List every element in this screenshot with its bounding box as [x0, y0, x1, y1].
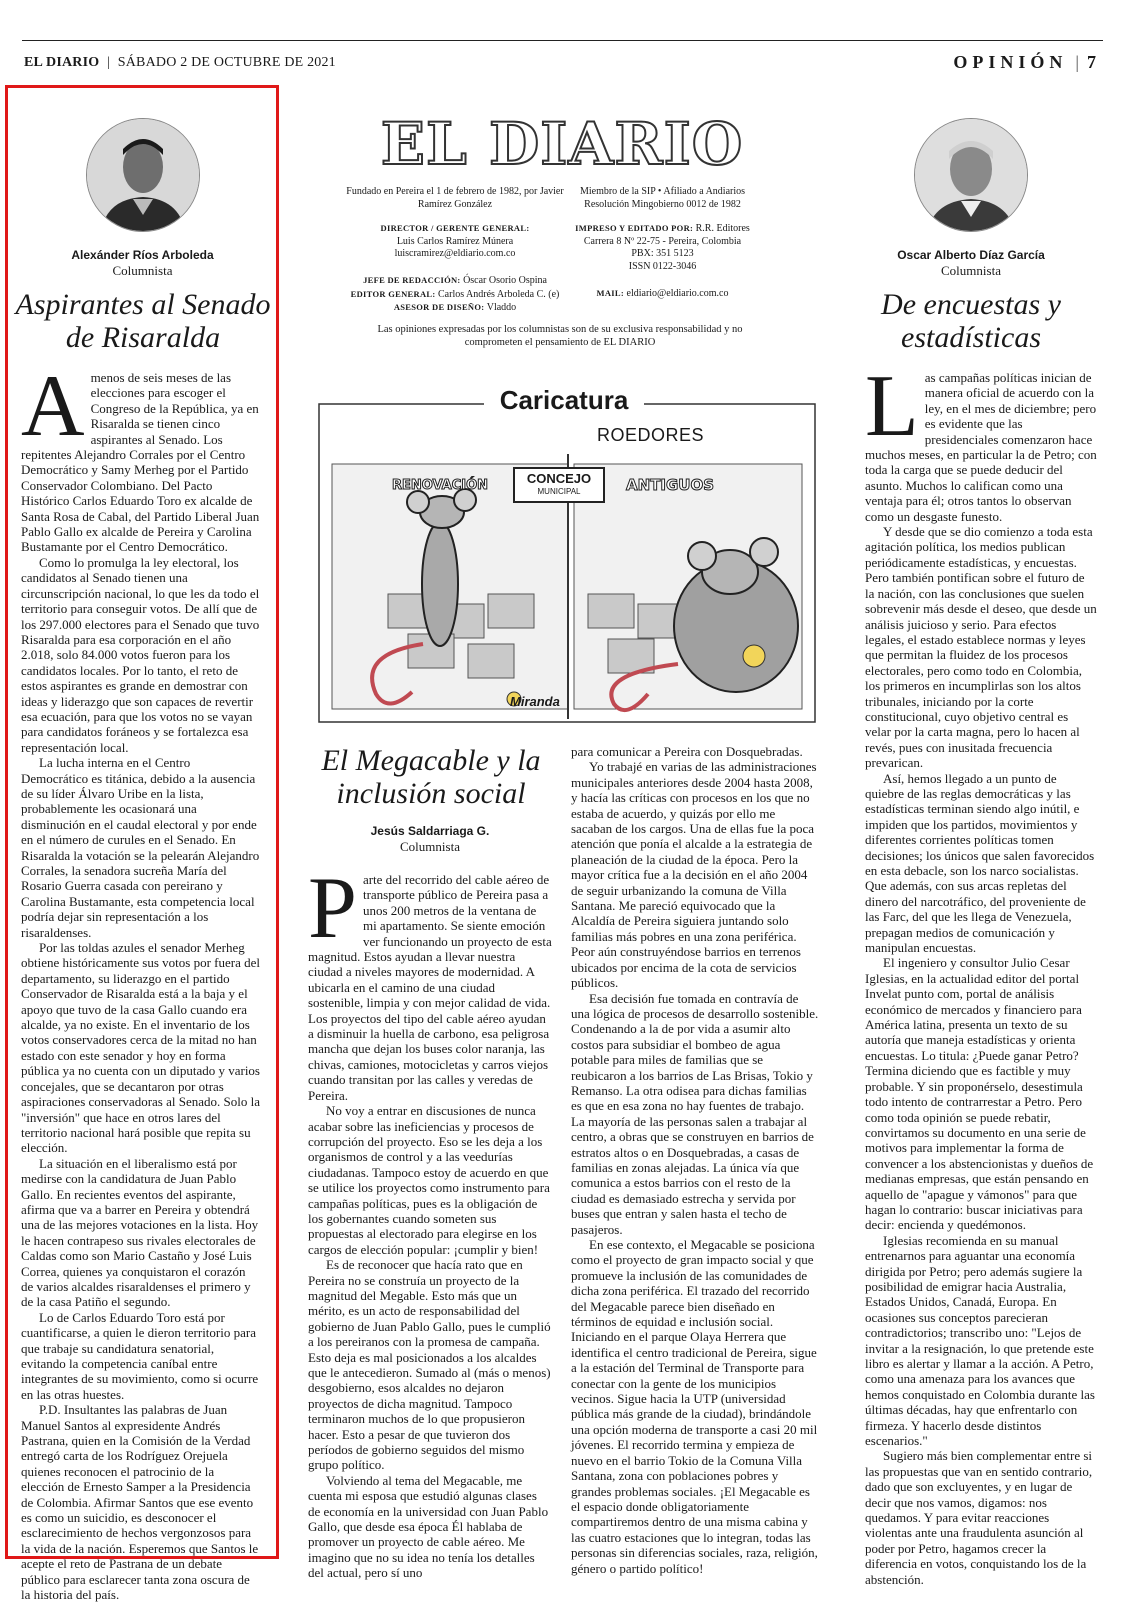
asesor-label: ASESOR DE DISEÑO: [393, 302, 485, 312]
headline-right: De encuestas y estadísticas [881, 288, 1061, 354]
masthead-founded: Fundado en Pereira el 1 de febrero de 1982, por Javier Ramírez González [346, 186, 564, 210]
mail-label: MAIL: [596, 288, 625, 298]
paragraph: Como lo promulga la ley electoral, los candidatos al Senado tienen una circunscripción nacional, lo que les da todo el territorio para conseguir votos. De allí que de los 297.000 electores para el Senado que tuvo Risaralda para esa corporación en el año 2.018, solo 84.000 votos fueron para los candidatos locales. Por lo tanto, el reto de estos aspirantes es grande en demostrar con ideas y liderazgo que son capaces de revertir esa ecuación, para que los votos no se vayan para candidatos foráneos y se fortalezca esa representación local. [21, 554, 260, 755]
article-body-center-col1 [308, 860, 552, 1581]
paragraph: No voy a entrar en discusiones de nunca acabar sobre las ineficiencias y procesos de corrupción del proyecto. Eso se les deja a los organismos de control y a las veedurías ciudadanas. Tampoco estoy de acuerdo en que se utilice los proyectos como instrumento para campañas políticas, pues es la obligación de los gobernantes cuando someten sus propuestas al electorado para elegirse en los cargos de elección popular: ¡cumplir y bien! [308, 1103, 550, 1257]
masthead-logo: EL DIARIO [380, 110, 744, 178]
masthead-disclaimer: Las opiniones expresadas por los columnistas son de su exclusiva responsabilidad y no comprometen el pensamiento de EL DIARIO [377, 324, 743, 348]
cartoon-section-label: Caricatura [484, 385, 644, 416]
article-body-right [865, 358, 1097, 1587]
article-body-left [21, 358, 260, 1603]
headline-left: Aspirantes al Senado de Risaralda [15, 288, 271, 354]
folio-right [953, 52, 1101, 73]
author-name-left: Alexánder Ríos Arboleda [71, 248, 214, 262]
jefe-name: Óscar Osorio Ospina [463, 275, 547, 286]
author-photo-left [86, 118, 200, 232]
dropcap-left: A [21, 358, 85, 455]
paragraph: Es de reconocer que hacía rato que en Pereira no se construía un proyecto de la magnitud del Megable. Esto más que un mérito, es un acto de responsabilidad del gobierno de Juan Pablo Gallo, pues le cumplió a los pereiranos con la promesa de campaña. Esto deja es mal posicionados a los alcaldes que le antecedieron. Sumado al (más o menos) desgobierno, esos alcaldes no dejaron proyectos de dicha magnitud. Tampoco terminaron muchos de lo que propusieron hacer. Esto a pesar de que tuvieron dos períodos de gobierno seguidos del mismo grupo político. [308, 1257, 551, 1473]
masthead-director-block [345, 222, 565, 261]
paragraph: arte del recorrido del cable aéreo de transporte público de Pereira pasa a unos 200 metros de la ventana de mi apartamento. Se siente emoción ver funcionando un proyecto de esta magnitud. Estos ayudan a llevar nuestra ciudad a niveles mayores de modernidad. A ubicarla en el camino de una ciudad sostenible, limpia y con mejor calidad de vida. Los proyectos del tipo del cable aéreo ayudan a disminuir la huella de carbono, esa peligrosa mancha que dejan los buses color naranja, las chivas, camiones, motocicletas y carros viejos cuando transitan por las calles y veredas de Pereira. [308, 872, 552, 1103]
top-rule [22, 40, 1103, 41]
cartoon-sign [514, 472, 604, 498]
author-role-right: Columnista [941, 263, 1001, 278]
author-role-center: Columnista [400, 839, 460, 854]
director-name: Luis Carlos Ramírez Múnera [396, 235, 514, 247]
masthead-mail [560, 287, 765, 301]
cartoon-illustration [318, 394, 816, 724]
paragraph: Yo trabajé en varias de las administraciones municipales anteriores desde 2004 hasta 2008, y hacía las críticas con procesos en los que no estaba de acuerdo, y quizás por ello me sacaban de los cargos. Una de ellas fue la poca atención que ponía el alcalde a la estrategia de planeación de la ciudad de la época. Pero la mayor crítica fue a la decisión en el año 2004 de seguir urbanizando la comuna de Villa Santana. Me pareció equivocado que la Alcaldía de Pereira siguiera juntando solo familias más pobres en una zona periférica. Peor aún construyéndose barrios en terrenos ubicados por encima de la cota de servicios públicos. [571, 759, 817, 991]
cartoon-right-label: ANTIGUOS [626, 476, 715, 494]
paragraph: Sugiero más bien complementar entre si las propuestas que van en sentido contrario, dado que son excluyentes, y en lugar de decir que nos vamos, digamos: nos quedamos. Y para evitar reacciones violentas ante una fraudulenta asunción al poder por Petro, hagamos crecer la diferencia en votos, conquistando los de la abstención. [865, 1448, 1093, 1587]
paragraph: Esa decisión fue tomada en contravía de una lógica de procesos de desarrollo sostenible. Condenando a la de por vida a asumir alto costos para subsidiar el bombeo de agua potable para miles de familias que se reubicaron a los barrios de Las Brisas, Tokio y Remanso. La otra odisea para dichas familias es que en esa zona no hay fuentes de trabajo. La mayoría de las personas salen a trabajar al centro, a obras que se construyen en barrios de estratos altos o en Dosquebradas, a casas de familias en zonas alejadas. La única vía que comunica a estos barrios con el resto de la ciudad es demasiado estrecha y servida por buses que entran y salen hasta el techo de pasajeros. [571, 990, 819, 1237]
asesor-name: Vladdo [486, 302, 517, 313]
paragraph: Iglesias recomienda en su manual entrenarnos para aguantar una economía dirigida por Petro; pero además sugiere la posibilidad de emigrar hacia Australia, Estados Unidos, Canadá, Europa. En ocasiones sus conceptos parecieran contradictorios; transcribo uno: "Lejos de invitar a la resignación, lo que pretende este libro es alertar y llamar a la acción. A Petro, como una amenaza para los avances que hemos conquistado en Colombia durante las últimas décadas, hay que enfrentarlo con firmeza. Y hacerlo desde distintos escenarios." [865, 1232, 1095, 1449]
printer-address: Carrera 8 Nº 22-75 - Pereira, Colombia [583, 235, 742, 247]
printed-by: R.R. Editores [695, 223, 750, 234]
director-label: DIRECTOR / GERENTE GENERAL: [380, 223, 530, 233]
paper-name: EL DIARIO [24, 55, 100, 70]
editor-name: Carlos Andrés Arboleda C. (e) [438, 288, 560, 300]
printed-label: IMPRESO Y EDITADO POR: [575, 223, 694, 233]
paragraph: Y desde que se dio comienzo a toda esta agitación política, los medios publican periódicamente estadísticas, y encuestas. Pero también pontifican sobre el futuro de la nación, con las conclusiones que suelen sobrevenir más desde el deseo, que desde un análisis juicioso y serio. Para efectos legales, el estado establece normas y leyes que permitan la fluidez de los procesos electorales, pero como todo en Colombia, los primeros en incumplirlas son los altos tribunales, iniciando por la corte constitucional, cuyo objetivo central es velar por la carta magna, pero lo hacen al revés, pues con inusitada frecuencia prevarican. [865, 524, 1097, 771]
folio-left [24, 55, 336, 71]
paragraph: Así, hemos llegado a un punto de quiebre de las reglas democráticas y las estadísticas terminan siendo algo inútil, e impiden que los partidos, movimientos y diferentes corrientes políticas tomen decisiones; los únicos que salen favorecidos en esta debacle, son los narco socialistas. Que además, con sus arcas repletas del dinero del narcotráfico, del proveniente de las Farc, del que les llega de Venezuela, prepagan medios de comunicación y manipulan encuestas. [865, 770, 1095, 956]
director-email: luiscramirez@eldiario.com.co [394, 248, 516, 259]
paragraph: menos de seis meses de las elecciones para escoger el Congreso de la República, ya en Risaralda se tienen cinco aspirantes al Senado. Los repitentes Alejandro Corrales por el Centro Democrático y Samy Merheg por el Partido Conservador Colombiano. Del Pacto Histórico Carlos Eduardo Toro ex alcalde de Santa Rosa de Cabal, del Partido Liberal Juan Pablo Gallo ex alcalde de Pereira y Carolina Bustamante por el Centro Democrático. [21, 370, 260, 555]
author-photo-right [914, 118, 1028, 232]
paragraph: La lucha interna en el Centro Democrático es titánica, debido a la ausencia de su líder Álvaro Uribe en la lista, probablemente les ocasionará una disminución en el caudal electoral y por ende en el número de curules en el Senado. En Risaralda la votación se la pelearán Alejandro Corrales, la senadora sucreña María del Rosario Guerra casada con pereirano y Carolina Bustamante, esta competencia local podría dejar sin representación a los risaraldenses. [21, 755, 260, 940]
paragraph: La situación en el liberalismo está por medirse con la candidatura de Juan Pablo Gallo. En recientes eventos del aspirante, afirma que va a barrer en Pereira y obtendrá una de las mejores votaciones en la lista. Hoy le hacen contrapeso sus rivales electorales de Caldas como son Mario Castaño y José Luis Correa, quienes ya conquistaron el corazón de varios alcaldes risaraldenses el primero y de la casa Patiño el segundo. [21, 1155, 259, 1310]
printer-pbx: PBX: 351 5123 [631, 248, 694, 259]
paragraph: Por las toldas azules el senador Merheg obtiene históricamente sus votos por fuera del departamento, su liderazgo en el partido Conservador de Risaralda está a la baja y el apoyo que tuvo de la casa Gallo cuando era alcalde, ya no existe. En el inventario de los votos conservadores cerca de la mitad no han estado con este senador y hoy en forma pública ya no cuenta con un diputado y varios concejales, que se decantaron por otras aspiraciones conservadoras al Senado. Solo la "inversión" que hace en otros lares del territorio nacional hará posible que repita su elección. [21, 940, 260, 1156]
cartoon-left-label: RENOVACIÓN [392, 478, 489, 493]
folio-separator: | [107, 55, 111, 70]
paragraph: para comunicar a Pereira con Dosquebradas. [571, 744, 803, 759]
masthead-staff-block [335, 274, 575, 315]
paragraph: El ingeniero y consultor Julio Cesar Iglesias, en la actualidad editor del portal Invelat punto com, portal de análisis económico de mercados y financiero para América latina, presenta un texto de su autoría que maneja estadísticas y orienta encuestas. Lo titula: ¿Puede ganar Petro? Termina diciendo que es factible y muy probable. Y sin proponérselo, desestimula todo intento de contrarrestar a Petro. Pero como toda opinión se puede rebatir, convirtamos su documento en una serie de motivos para implementar la forma de convencer a los abstencionistas y dueños de medianas empresas, que están pensando en aquello de "apague y vámonos" para que hagan lo contrario: buscar iniciativas para decir: encienda y quedémonos. [865, 955, 1094, 1233]
article-body-center-col2 [571, 744, 819, 1576]
masthead-member: Miembro de la SIP • Afiliado a Andiarios Resolución Mingobierno 0012 de 1982 [579, 186, 746, 210]
folio-separator-right: | [1075, 52, 1079, 72]
paragraph: Lo de Carlos Eduardo Toro está por cuantificarse, a quien le dieron territorio para que trabaje su candidatura senatorial, evitando la competencia caníbal entre integrantes de su movimiento, como si ocurre en las otras huestes. [21, 1309, 259, 1402]
page-number: 7 [1087, 52, 1101, 72]
section-name: OPINIÓN [953, 52, 1068, 72]
author-role-left: Columnista [112, 263, 173, 278]
cartoon-title: ROEDORES [597, 425, 705, 445]
paragraph: En ese contexto, el Megacable se posiciona como el proyecto de gran impacto social y que promueve la inclusión de las comunidades de dicha zona periférica. El trazado del recorrido del Megacable parece bien diseñado en términos de equidad e inclusión social. Iniciando en el parque Olaya Herrera que identifica el centro tradicional de Pereira, sigue a la estación del Terminal de Transporte para conectar con la gente de los municipios vecinos. Sigue hacia la UTP (universidad pública más grande de la ciudad), brindándole una opción moderna de transporte a casi 20 mil jóvenes. El recorrido termina y empieza de nuevo en el barrio Tokio de la Comuna Villa Santana, zona con poblaciones pobres y grandes problemas sociales. ¡El Megacable es el espacio donde obligatoriamente compartiremos dentro de una misma cabina y las cuatro estaciones que lo integran, todas las personas sin diferencias sociales, raza, religión, género o partido político! [571, 1237, 818, 1576]
paragraph: P.D. Insultantes las palabras de Juan Manuel Santos al expresidente Andrés Pastrana, quien en la Comisión de la Verdad entregó carta de los Rodríguez Orejuela quienes reconocen el patrocinio de la elección de Ernesto Samper a la Presidencia de Colombia. Afirmar Santos que ese evento es como un suicidio, es desconocer el esclarecimiento de hechos vergonzosos para la vida de la nación. Esperemos que Santos le acepte el reto de Pastrana de un debate público para esclarecer tanta zona oscura de la historia del país. [21, 1402, 259, 1603]
cartoon-sign-text: CONCEJO [526, 471, 592, 486]
masthead-printer-block [560, 222, 765, 273]
printer-issn: ISSN 0122-3046 [628, 260, 697, 272]
mail-address: eldiario@eldiario.com.co [626, 288, 729, 299]
headline-center: El Megacable y la inclusión social [321, 744, 541, 810]
author-name-right: Oscar Alberto Díaz García [897, 248, 1045, 262]
cartoon-sign-sub: MUNICIPAL [537, 487, 581, 496]
editor-label: EDITOR GENERAL: [350, 288, 436, 299]
cartoon-signature: Miranda [510, 694, 560, 709]
author-name-center: Jesús Saldarriaga G. [370, 824, 490, 838]
dropcap-center: P [308, 860, 357, 957]
jefe-label: JEFE DE REDACCIÓN: [363, 275, 461, 285]
issue-date: SÁBADO 2 DE OCTUBRE DE 2021 [117, 55, 336, 70]
paragraph: as campañas políticas inician de manera oficial de acuerdo con la ley, en el mes de diciembre; pero es evidente que las presidenciales comenzaron hace muchos meses, en particular la de Petro; con toda la carga que se puede deducir del asunto. Muchos lo califican como una ventaja para él; otros tantos lo observan como un desgaste funesto. [865, 370, 1097, 524]
paragraph: Volviendo al tema del Megacable, me cuenta mi esposa que estudió algunas clases de economía en la universidad con Juan Pablo Gallo, que desde esa época Él hablaba de promover un proyecto de cable aéreo. Me imagino que no su idea no tenía los detalles del actual, pero sí uno [308, 1472, 549, 1581]
dropcap-right: L [865, 358, 919, 455]
